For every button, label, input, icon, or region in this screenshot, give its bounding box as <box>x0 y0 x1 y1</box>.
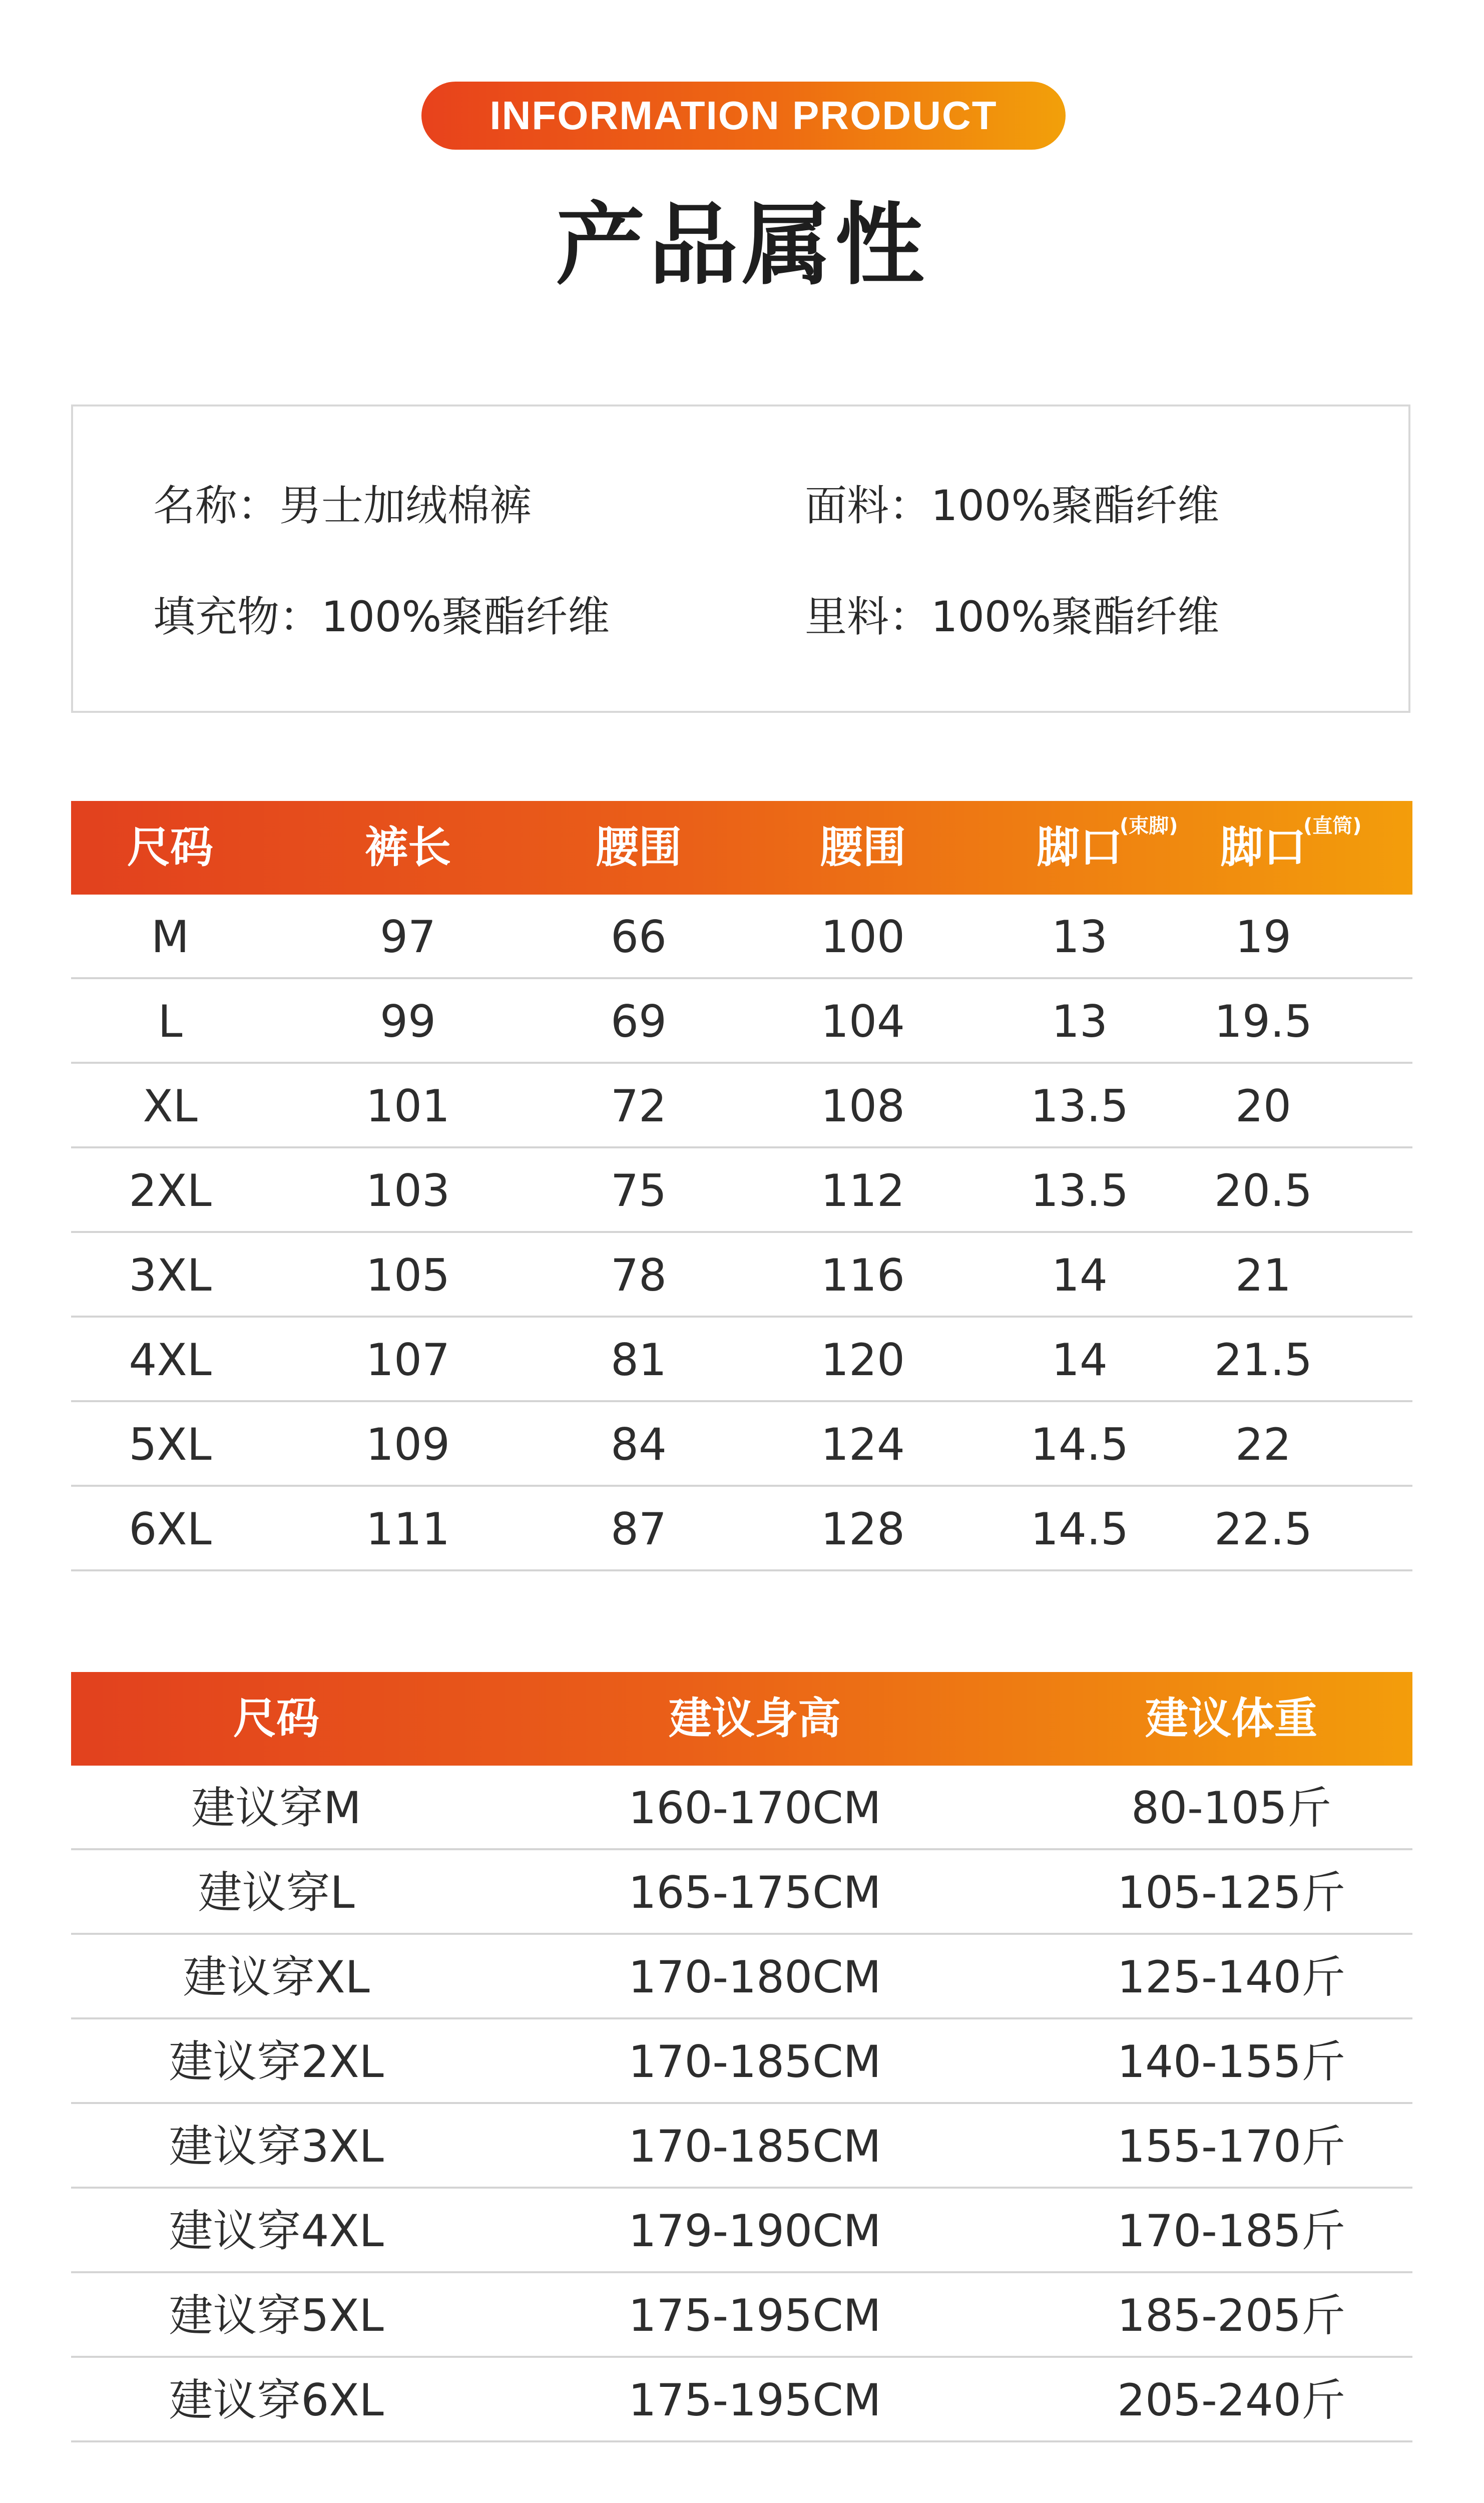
table-cell: 103 <box>366 1165 450 1216</box>
table-cell: 155-170斤 <box>1117 2121 1345 2172</box>
table-cell: 69 <box>611 996 667 1047</box>
table-cell: 104 <box>821 996 905 1047</box>
table-cell: 13.5 <box>1031 1165 1129 1216</box>
table-cell: 160-170CM <box>628 1782 881 1834</box>
table-cell: 105 <box>366 1249 450 1301</box>
table-cell: 84 <box>611 1419 667 1470</box>
attr-name: 名称：男士加绒棉裤 <box>153 481 532 530</box>
table-cell: 108 <box>821 1080 905 1132</box>
table-cell: 72 <box>611 1080 667 1132</box>
table-cell: XL <box>143 1080 198 1132</box>
table-cell: 125-140斤 <box>1117 1951 1345 2003</box>
table-row <box>71 2358 1412 2442</box>
header-label: 裤长 <box>365 822 451 873</box>
table-cell: 120 <box>821 1334 905 1386</box>
table-cell: 19 <box>1235 911 1291 963</box>
table-cell: 80-105斤 <box>1131 1782 1331 1834</box>
table-cell: 175-195CM <box>628 2290 881 2341</box>
header-cell <box>820 801 906 895</box>
table-row <box>71 1318 1412 1402</box>
table-cell: 170-185CM <box>628 2121 881 2172</box>
table-row <box>71 1064 1412 1148</box>
table-cell: 107 <box>366 1334 450 1386</box>
table-row <box>71 2273 1412 2358</box>
table-row <box>71 1935 1412 2019</box>
table-cell: 66 <box>611 911 667 963</box>
table-cell: 128 <box>821 1503 905 1555</box>
page-title: 产品属性 <box>556 193 928 297</box>
table-cell: 100 <box>821 911 905 963</box>
table-cell: 179-190CM <box>628 2205 881 2257</box>
product-attributes-box <box>71 404 1410 713</box>
fit-table-body <box>71 1766 1412 2442</box>
attr-filling: 填充物：100%聚酯纤维 <box>153 592 610 641</box>
table-cell: 14.5 <box>1031 1503 1129 1555</box>
header-cell <box>365 801 451 895</box>
fit-table <box>71 1672 1412 2442</box>
table-cell: 81 <box>611 1334 667 1386</box>
header-cell <box>1145 1672 1317 1766</box>
table-cell: 建议穿M <box>191 1782 361 1834</box>
size-table-body <box>71 895 1412 1571</box>
attr-lining: 里料：100%聚酯纤维 <box>805 592 1220 641</box>
table-cell: 97 <box>380 911 436 963</box>
size-table-header <box>71 801 1412 895</box>
table-cell: 111 <box>366 1503 450 1555</box>
table-row <box>71 2189 1412 2273</box>
header-cell <box>669 1672 841 1766</box>
header-cell <box>596 801 682 895</box>
table-row <box>71 895 1412 979</box>
header-label: 建议身高 <box>669 1694 841 1744</box>
table-cell: 99 <box>380 996 436 1047</box>
table-cell: 14 <box>1052 1249 1108 1301</box>
table-row <box>71 2019 1412 2104</box>
table-cell: L <box>158 996 183 1047</box>
table-cell: 建议穿5XL <box>169 2290 384 2341</box>
table-row <box>71 1487 1412 1571</box>
table-cell: 13 <box>1052 996 1108 1047</box>
table-cell: 6XL <box>129 1503 212 1555</box>
table-cell: 5XL <box>129 1419 212 1470</box>
table-cell: 75 <box>611 1165 667 1216</box>
header-note: (束脚) <box>1120 814 1178 838</box>
table-cell: 19.5 <box>1214 996 1312 1047</box>
header-label: 腰围 <box>820 822 906 873</box>
header-label: 尺码 <box>233 1694 319 1744</box>
header-label: 腰围 <box>596 822 682 873</box>
table-cell: 109 <box>366 1419 450 1470</box>
table-cell: 13 <box>1052 911 1108 963</box>
table-cell: 13.5 <box>1031 1080 1129 1132</box>
table-cell: 3XL <box>129 1249 212 1301</box>
table-cell: 22 <box>1235 1419 1291 1470</box>
header-cell <box>1220 801 1362 895</box>
table-cell: 2XL <box>129 1165 212 1216</box>
table-cell: 205-240斤 <box>1117 2374 1345 2426</box>
table-cell: 建议穿L <box>198 1867 355 1918</box>
table-cell: 20 <box>1235 1080 1291 1132</box>
table-cell: 170-185斤 <box>1117 2205 1345 2257</box>
header-label: 脚口 <box>1037 822 1123 873</box>
table-cell: 21 <box>1235 1249 1291 1301</box>
table-cell: 170-185CM <box>628 2036 881 2088</box>
table-cell: 112 <box>821 1165 905 1216</box>
table-cell: 140-155斤 <box>1117 2036 1345 2088</box>
table-cell: 建议穿6XL <box>169 2374 384 2426</box>
attr-fabric: 面料：100%聚酯纤维 <box>805 481 1220 530</box>
table-cell: 20.5 <box>1214 1165 1312 1216</box>
table-cell: 87 <box>611 1503 667 1555</box>
header-note: (直筒) <box>1303 814 1362 838</box>
fit-table-header <box>71 1672 1412 1766</box>
table-row <box>71 1850 1412 1935</box>
table-cell: 21.5 <box>1214 1334 1312 1386</box>
table-cell: 105-125斤 <box>1117 1867 1345 1918</box>
table-row <box>71 1402 1412 1487</box>
header-label: 脚口 <box>1220 822 1306 873</box>
table-row <box>71 1766 1412 1850</box>
header-label: 尺码 <box>127 822 213 873</box>
table-cell: 78 <box>611 1249 667 1301</box>
table-cell: 185-205斤 <box>1117 2290 1345 2341</box>
table-cell: 建议穿XL <box>183 1951 370 2003</box>
table-cell: 建议穿4XL <box>169 2205 384 2257</box>
size-table <box>71 801 1412 1571</box>
table-row <box>71 1148 1412 1233</box>
header-cell <box>233 1672 319 1766</box>
table-row <box>71 1233 1412 1318</box>
header-cell <box>127 801 213 895</box>
table-cell: 4XL <box>129 1334 212 1386</box>
header-cell <box>1037 801 1178 895</box>
table-cell: 116 <box>821 1249 905 1301</box>
table-cell: 124 <box>821 1419 905 1470</box>
table-cell: 14.5 <box>1031 1419 1129 1470</box>
table-cell: 建议穿2XL <box>169 2036 384 2088</box>
information-product-banner <box>421 82 1066 150</box>
table-cell: M <box>151 911 189 963</box>
header-label: 建议体重 <box>1145 1694 1317 1744</box>
table-row <box>71 2104 1412 2189</box>
table-cell: 101 <box>366 1080 450 1132</box>
table-cell: 175-195CM <box>628 2374 881 2426</box>
table-cell: 165-175CM <box>628 1867 881 1918</box>
banner-text: INFORMATION PRODUCT <box>489 93 998 138</box>
table-cell: 22.5 <box>1214 1503 1312 1555</box>
table-cell: 170-180CM <box>628 1951 881 2003</box>
table-cell: 14 <box>1052 1334 1108 1386</box>
table-row <box>71 979 1412 1064</box>
table-cell: 建议穿3XL <box>169 2121 384 2172</box>
